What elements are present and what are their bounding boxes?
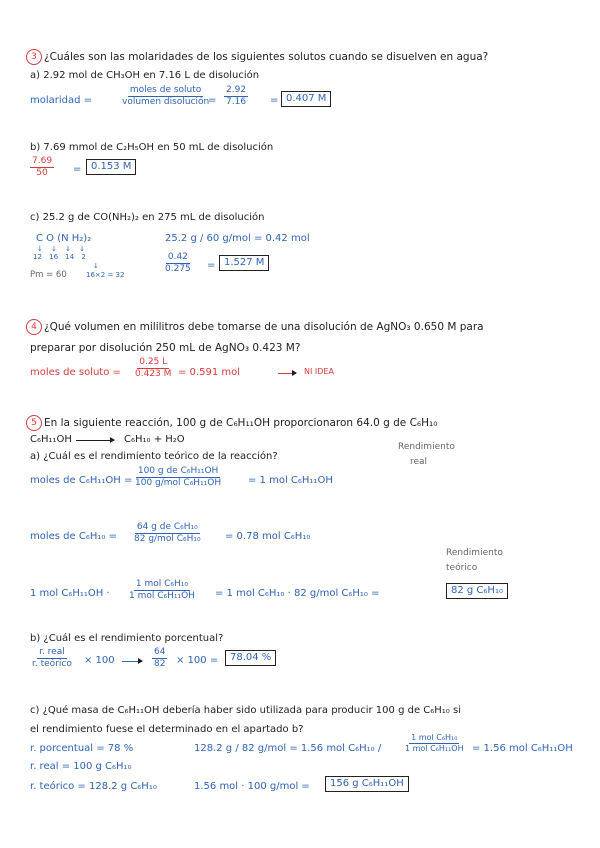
q5b-question: b) ¿Cuál es el rendimiento porcentual? — [30, 633, 224, 644]
q5-reaction-right: C₆H₁₀ + H₂O — [124, 434, 185, 445]
q4-question-text-1: ¿Qué volumen en mililitros debe tomarse de una disolución de AgNO₃ 0.650 M para — [44, 321, 484, 333]
q4-lhs: moles de soluto = — [30, 367, 121, 378]
q3b-statement: b) 7.69 mmol de C₂H₅OH en 50 mL de disolución — [30, 142, 274, 153]
q3a-eq2: = — [270, 95, 279, 106]
q3a-eq1: = — [208, 95, 217, 106]
q5c-calc1-lhs: 128.2 g / 82 g/mol = 1.56 mol C₆H₁₀ / — [194, 743, 382, 754]
q5a-line1-fraction — [133, 467, 223, 489]
q3c-masses: 12 16 14 2 — [33, 253, 86, 261]
q5a-line3-den: 1 mol C₆H₁₁OH — [129, 591, 195, 602]
q3c-moles-calc: 25.2 g / 60 g/mol = 0.42 mol — [165, 233, 310, 244]
q5-reaction-arrow — [76, 440, 114, 441]
q5-question-text: En la siguiente reacción, 100 g de C₆H₁₁OH proporcionaron 64.0 g de C₆H₁₀ — [44, 417, 438, 429]
q3c-fraction — [163, 253, 193, 275]
q5c-calc1-rhs: = 1.56 mol C₆H₁₁OH — [472, 743, 573, 754]
q3b-frac-num: 7.69 — [30, 157, 54, 168]
q3a-frac2-den: 7.16 — [226, 97, 247, 108]
q4-rhs: = 0.591 mol — [178, 367, 241, 378]
q3b-eq: = — [73, 164, 82, 175]
q5b-frac1-num: r. real — [37, 648, 67, 659]
q4-arrow — [278, 373, 296, 374]
q3a-frac2-num: 2.92 — [224, 86, 248, 97]
q5c-question-line1: c) ¿Qué masa de C₆H₁₁OH debería haber sido utilizada para producir 100 g de C₆H₁₀ si — [30, 705, 461, 716]
q5b-arrow — [122, 661, 142, 662]
q5b-result-box: 78.04 % — [225, 650, 276, 666]
q3c-h-mass: 16×2 = 32 — [86, 271, 125, 279]
q5a-line3-num: 1 mol C₆H₁₀ — [134, 580, 190, 591]
q3c-pm: Pm = 60 — [30, 270, 67, 280]
q3a-result-box: 0.407 M — [281, 91, 331, 107]
q5-number-circle: 5 — [26, 415, 42, 431]
q3a-frac1-num: moles de soluto — [128, 86, 203, 97]
q5a-line1-num: 100 g de C₆H₁₁OH — [136, 467, 220, 478]
q3c-result-box: 1.527 M — [219, 255, 269, 271]
q5b-mult1: × 100 — [84, 655, 115, 666]
q5c-question-line2: el rendimiento fuese el determinado en el apartado b? — [30, 724, 304, 735]
q3b-result-box: 0.153 M — [86, 159, 136, 175]
q5a-line1-lhs: moles de C₆H₁₁OH = — [30, 475, 133, 486]
q5-rend-real-label-2: real — [410, 457, 428, 467]
q4-frac-num: 0.25 L — [137, 358, 169, 369]
q5c-given-3: r. teórico = 128.2 g C₆H₁₀ — [30, 781, 157, 792]
q4-question-line1 — [26, 319, 484, 335]
q3c-arrow-h: ↓ — [93, 262, 99, 270]
q3-question-text: ¿Cuáles son las molaridades de los siguientes solutos cuando se disuelven en agua? — [44, 51, 489, 63]
q5a-line3-lhs: 1 mol C₆H₁₁OH · — [30, 588, 110, 599]
q3-question — [26, 49, 488, 65]
q5b-fraction-1 — [30, 648, 74, 670]
q5c-given-1: r. porcentual = 78 % — [30, 743, 134, 754]
q4-note: NI IDEA — [304, 367, 334, 376]
q5a-line1-rhs: = 1 mol C₆H₁₁OH — [248, 475, 333, 486]
q5a-line2-lhs: moles de C₆H₁₀ = — [30, 531, 117, 542]
q4-fraction — [133, 358, 173, 380]
q4-number-circle: 4 — [26, 319, 42, 335]
q5a-line2-rhs: = 0.78 mol C₆H₁₀ — [225, 531, 311, 542]
q3c-formula: C O (N H₂)₂ — [36, 233, 92, 244]
q5b-frac2-den: 82 — [154, 659, 166, 670]
q5a-result-box: 82 g C₆H₁₀ — [446, 583, 508, 599]
q5a-line2-den: 82 g/mol C₆H₁₀ — [134, 534, 201, 545]
q3b-fraction — [30, 157, 54, 179]
q3c-arrows: ↓ ↓ ↓ ↓ — [37, 245, 89, 253]
q5b-frac1-den: r. teórico — [32, 659, 72, 670]
q4-frac-den: 0.423 M — [135, 369, 172, 380]
q5a-question: a) ¿Cuál es el rendimiento teórico de la reacción? — [30, 451, 278, 462]
q5b-mult2: × 100 = — [176, 655, 219, 666]
q5-rend-real-label-1: Rendimiento — [398, 442, 455, 452]
q5b-frac2-num: 64 — [152, 648, 167, 659]
q3c-statement: c) 25.2 g de CO(NH₂)₂ en 275 mL de disolución — [30, 212, 265, 223]
q5a-rend-teo-label-1: Rendimiento — [446, 548, 503, 558]
q3-number-circle: 3 — [26, 49, 42, 65]
q3a-frac1-den: volumen disolución — [122, 97, 210, 108]
q5c-calc1-den: 1 mol C₆H₁₁OH — [405, 744, 464, 754]
q5c-calc1-fraction — [403, 734, 466, 754]
q3b-frac-den: 50 — [36, 168, 48, 179]
q3a-fraction-2 — [224, 86, 248, 108]
q5a-line2-fraction — [132, 523, 203, 545]
q5b-fraction-2 — [152, 648, 167, 670]
q5a-line1-den: 100 g/mol C₆H₁₁OH — [135, 478, 222, 489]
q5c-calc2: 1.56 mol · 100 g/mol = — [194, 781, 310, 792]
q5a-line3-fraction — [127, 580, 197, 602]
q5a-line3-rhs: = 1 mol C₆H₁₀ · 82 g/mol C₆H₁₀ = — [215, 588, 380, 599]
q5-question — [26, 415, 437, 431]
q5a-line2-num: 64 g de C₆H₁₀ — [135, 523, 200, 534]
q5a-rend-teo-label-2: teórico — [446, 563, 478, 573]
q3c-frac-den: 0.275 — [165, 264, 191, 275]
q3a-lhs: molaridad = — [30, 95, 93, 106]
q4-question-line2: preparar por disolución 250 mL de AgNO₃ 0.423 M? — [30, 342, 301, 354]
q5-reaction-left: C₆H₁₁OH — [30, 434, 72, 445]
q3a-statement: a) 2.92 mol de CH₃OH en 7.16 L de disolución — [30, 70, 260, 81]
q5c-given-2: r. real = 100 g C₆H₁₀ — [30, 761, 132, 772]
q5c-result-box: 156 g C₆H₁₁OH — [325, 776, 409, 792]
q3a-fraction-1 — [120, 86, 211, 108]
q3c-frac-num: 0.42 — [166, 253, 190, 264]
q5c-calc1-num: 1 mol C₆H₁₀ — [409, 734, 459, 744]
q3c-eq: = — [207, 260, 216, 271]
